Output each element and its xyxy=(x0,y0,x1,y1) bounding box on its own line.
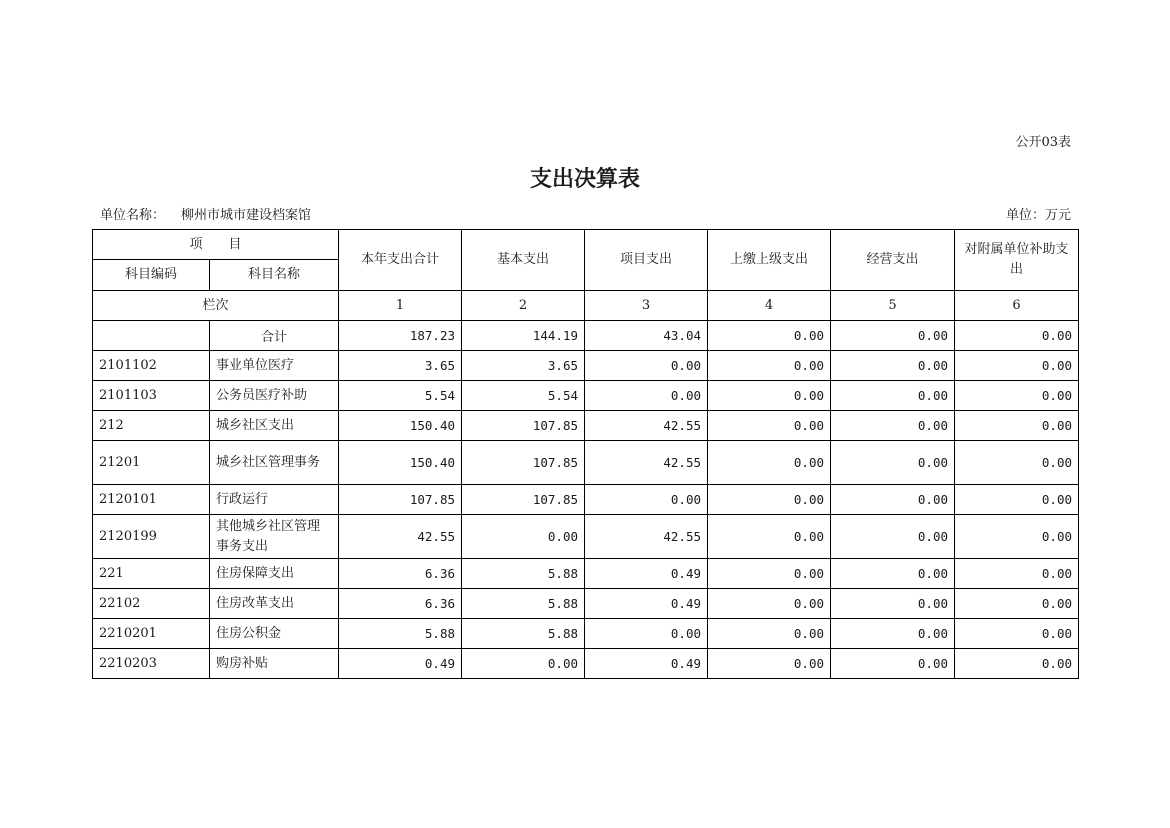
amount-cell: 0.00 xyxy=(708,559,831,589)
header-column-order: 栏次 xyxy=(93,291,339,321)
amount-cell: 0.00 xyxy=(708,515,831,559)
amount-cell: 144.19 xyxy=(462,321,585,351)
header-project: 项目支出 xyxy=(585,230,708,291)
subject-code: 21201 xyxy=(93,441,210,485)
subject-code: 2210203 xyxy=(93,649,210,679)
subject-code: 2101103 xyxy=(93,381,210,411)
amount-cell: 6.36 xyxy=(339,559,462,589)
table-row xyxy=(93,411,1079,441)
amount-cell: 0.00 xyxy=(708,321,831,351)
subject-name: 住房改革支出 xyxy=(210,589,339,619)
amount-cell: 0.00 xyxy=(955,649,1079,679)
table-row xyxy=(93,589,1079,619)
amount-cell: 0.00 xyxy=(831,649,955,679)
unit-name-label: 单位名称： xyxy=(100,208,166,223)
amount-cell: 42.55 xyxy=(585,411,708,441)
subject-name: 合计 xyxy=(210,321,339,351)
column-number: 3 xyxy=(585,291,708,321)
header-item: 项 目 xyxy=(93,230,339,260)
subject-code: 2120101 xyxy=(93,485,210,515)
amount-cell: 0.00 xyxy=(831,321,955,351)
amount-cell: 42.55 xyxy=(585,515,708,559)
table-row xyxy=(93,441,1079,485)
subject-code: 221 xyxy=(93,559,210,589)
unit-name-line xyxy=(100,204,311,223)
amount-cell: 43.04 xyxy=(585,321,708,351)
amount-cell: 0.00 xyxy=(708,589,831,619)
amount-cell: 0.00 xyxy=(955,441,1079,485)
unit-name-value: 柳州市城市建设档案馆 xyxy=(181,208,312,223)
amount-cell: 0.00 xyxy=(955,559,1079,589)
amount-cell: 0.00 xyxy=(831,619,955,649)
amount-cell: 150.40 xyxy=(339,411,462,441)
amount-cell: 0.49 xyxy=(339,649,462,679)
subject-name: 购房补贴 xyxy=(210,649,339,679)
column-number: 1 xyxy=(339,291,462,321)
subject-name: 其他城乡社区管理事务支出 xyxy=(210,515,339,559)
subject-code: 2101102 xyxy=(93,351,210,381)
amount-cell: 107.85 xyxy=(339,485,462,515)
amount-cell: 107.85 xyxy=(462,485,585,515)
amount-cell: 0.00 xyxy=(955,515,1079,559)
table-row xyxy=(93,381,1079,411)
table-row xyxy=(93,515,1079,559)
amount-cell: 0.00 xyxy=(831,559,955,589)
currency-unit: 单位：万元 xyxy=(1005,208,1071,223)
amount-cell: 0.00 xyxy=(955,589,1079,619)
subject-name: 住房保障支出 xyxy=(210,559,339,589)
amount-cell: 0.00 xyxy=(708,485,831,515)
table-row xyxy=(93,321,1079,351)
amount-cell: 0.00 xyxy=(708,649,831,679)
subject-code xyxy=(93,321,210,351)
subject-name: 行政运行 xyxy=(210,485,339,515)
amount-cell: 0.00 xyxy=(708,441,831,485)
table-row xyxy=(93,351,1079,381)
column-number: 4 xyxy=(708,291,831,321)
amount-cell: 5.88 xyxy=(462,589,585,619)
subject-code: 22102 xyxy=(93,589,210,619)
amount-cell: 0.00 xyxy=(585,485,708,515)
amount-cell: 0.00 xyxy=(708,351,831,381)
subject-code: 2120199 xyxy=(93,515,210,559)
amount-cell: 0.00 xyxy=(585,351,708,381)
subject-name: 城乡社区管理事务 xyxy=(210,441,339,485)
amount-cell: 0.00 xyxy=(831,589,955,619)
amount-cell: 0.00 xyxy=(831,411,955,441)
table-row xyxy=(93,559,1079,589)
amount-cell: 42.55 xyxy=(339,515,462,559)
column-number: 5 xyxy=(831,291,955,321)
table-row xyxy=(93,619,1079,649)
amount-cell: 0.00 xyxy=(831,381,955,411)
amount-cell: 3.65 xyxy=(339,351,462,381)
amount-cell: 0.00 xyxy=(462,649,585,679)
amount-cell: 0.00 xyxy=(462,515,585,559)
amount-cell: 5.88 xyxy=(462,619,585,649)
subject-name: 公务员医疗补助 xyxy=(210,381,339,411)
header-total: 本年支出合计 xyxy=(339,230,462,291)
amount-cell: 0.00 xyxy=(708,411,831,441)
amount-cell: 5.88 xyxy=(462,559,585,589)
amount-cell: 0.00 xyxy=(831,485,955,515)
form-number: 公开03表 xyxy=(1015,135,1071,150)
amount-cell: 0.00 xyxy=(955,411,1079,441)
header-name: 科目名称 xyxy=(210,260,339,291)
amount-cell: 0.00 xyxy=(831,441,955,485)
subject-name: 住房公积金 xyxy=(210,619,339,649)
amount-cell: 0.00 xyxy=(831,351,955,381)
amount-cell: 0.49 xyxy=(585,649,708,679)
subject-name: 事业单位医疗 xyxy=(210,351,339,381)
table-row xyxy=(93,485,1079,515)
header-business: 经营支出 xyxy=(831,230,955,291)
header-basic: 基本支出 xyxy=(462,230,585,291)
amount-cell: 150.40 xyxy=(339,441,462,485)
expenditure-table xyxy=(92,229,1079,679)
subject-code: 212 xyxy=(93,411,210,441)
amount-cell: 0.00 xyxy=(955,381,1079,411)
amount-cell: 0.00 xyxy=(955,351,1079,381)
amount-cell: 0.00 xyxy=(955,619,1079,649)
amount-cell: 0.00 xyxy=(831,515,955,559)
amount-cell: 3.65 xyxy=(462,351,585,381)
subject-name: 城乡社区支出 xyxy=(210,411,339,441)
amount-cell: 6.36 xyxy=(339,589,462,619)
amount-cell: 5.54 xyxy=(462,381,585,411)
amount-cell: 0.00 xyxy=(955,485,1079,515)
header-code: 科目编码 xyxy=(93,260,210,291)
page-title: 支出决算表 xyxy=(529,167,640,192)
amount-cell: 5.54 xyxy=(339,381,462,411)
header-upper: 上缴上级支出 xyxy=(708,230,831,291)
amount-cell: 187.23 xyxy=(339,321,462,351)
amount-cell: 0.00 xyxy=(955,321,1079,351)
amount-cell: 0.49 xyxy=(585,589,708,619)
amount-cell: 0.00 xyxy=(585,381,708,411)
amount-cell: 42.55 xyxy=(585,441,708,485)
column-number: 6 xyxy=(955,291,1079,321)
amount-cell: 107.85 xyxy=(462,441,585,485)
amount-cell: 0.49 xyxy=(585,559,708,589)
column-number: 2 xyxy=(462,291,585,321)
table-row xyxy=(93,649,1079,679)
amount-cell: 0.00 xyxy=(708,381,831,411)
amount-cell: 5.88 xyxy=(339,619,462,649)
amount-cell: 107.85 xyxy=(462,411,585,441)
amount-cell: 0.00 xyxy=(585,619,708,649)
subject-code: 2210201 xyxy=(93,619,210,649)
header-subsidy: 对附属单位补助支出 xyxy=(955,230,1079,291)
amount-cell: 0.00 xyxy=(708,619,831,649)
